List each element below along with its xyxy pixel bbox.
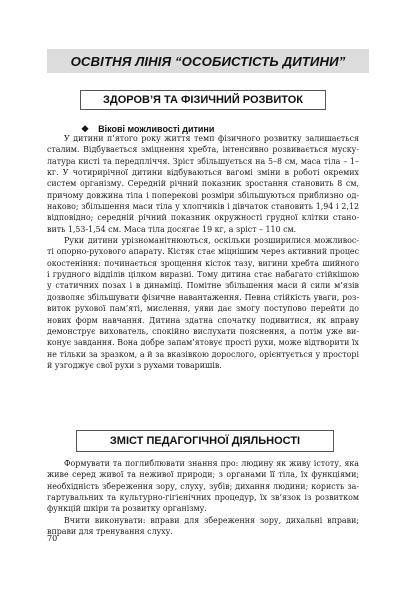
text-line: відповідно; середній річний показник окружності грудної клітки стано- xyxy=(47,213,359,223)
text-line: живе серед живої та неживої природи; з органами її тіла, їх функціями; xyxy=(47,470,359,480)
text-line: функцій шкіри та розвитку організму. xyxy=(47,504,207,514)
text-line: латура кисті та передпліччя. Зріст збільшується на 5–8 см, маса тіла – 1– xyxy=(47,156,359,166)
section-heading: ЗМІСТ ПЕДАГОГІЧНОЇ ДІЯЛЬНОСТІ xyxy=(109,435,301,447)
text-line: необхідність збереження зору, слуху, зубів; дихання людини; користь за- xyxy=(47,481,359,491)
subheading-label: Вікові можливості дитини xyxy=(98,124,215,134)
text-line: вправи для тренування слуху. xyxy=(47,527,173,537)
text-line: окостеніння: починається зрощення кісток тазу, вигини хребта шийного xyxy=(47,258,359,268)
section1-text xyxy=(47,133,359,371)
text-line: дозволяє збільшувати фізичне навантаження. Певна стійкість уваги, роз- xyxy=(47,292,359,302)
text-line: у статичних позах і в динаміці. Помітне збільшення маси й сили м’язів xyxy=(47,281,359,291)
text-line: сталим. Відбувається зміцнення хребта, інтенсивно розвивається муску- xyxy=(47,145,359,155)
text-line: кг. У чотирирічної дитини відбуваються вагомі зміни в роботі окремих xyxy=(47,168,359,178)
text-line: не тільки за зразком, а й за вказівкою дорослого, орієнтується у просторі xyxy=(47,349,359,359)
text-line: і грудного відділів цілком виразні. Тому дитина стає набагато стійкішою xyxy=(47,270,359,280)
section-heading-box xyxy=(76,430,334,452)
text-line: наково; збільшення маси тіла у хлопчиків і дівчаток становить 1,94 і 2,12 xyxy=(47,202,359,212)
page-number: 70 xyxy=(47,534,58,543)
text-line: систем організму. Середній річний показник зростання становить 8 см, xyxy=(47,179,359,189)
text-line: гартувальних та культурно-гігієнічних процедур, їх зв’язок із розвитком xyxy=(47,493,359,503)
text-line: Руки дитини урізноманітнюються, оскільки розширилися можливос- xyxy=(64,236,359,246)
text-line: Формувати та поглиблювати знання про: людину як живу істоту, яка xyxy=(64,459,359,468)
diamond-bullet-icon: ❖ xyxy=(81,123,90,134)
section-heading: ЗДОРОВ’Я ТА ФІЗИЧНИЙ РОЗВИТОК xyxy=(102,94,303,106)
text-line: Вчити виконувати: вправи для збереження зору, дихальні вправи; xyxy=(64,515,359,525)
page-title: ОСВІТНЯ ЛІНІЯ “ОСОБИСТІСТЬ ДИТИНИ” xyxy=(70,53,346,69)
text-line: демонструє вихователь, спокійно вислухати пояснення, а потім уже ви- xyxy=(47,326,359,336)
title-banner xyxy=(47,49,369,73)
text-line: вить 1,53-1,54 см. Маса тіла досягає 19 кг, а зріст – 110 см. xyxy=(47,224,297,234)
text-line: нових форм навчання. Дитина здатна спочатку подивитися, як вправу xyxy=(47,315,359,325)
text-line: конує завдання. Вона добре запам’ятовує прості рухи, може відтворити їх xyxy=(47,338,359,348)
text-line: ті опорно-рухового апарату. Кістяк стає міцнішим через активний процес xyxy=(47,247,359,257)
text-line: У дитини п’ятого року життя темп фізичного розвитку залишається xyxy=(64,134,359,143)
text-line: й узгоджує свої рухи з рухами товаришів. xyxy=(47,360,222,370)
text-line: виток рухової пам’яті, мислення, уяви дає змогу поступово перейти до xyxy=(47,304,359,314)
section-heading-box xyxy=(80,90,326,110)
text-line: причому довжина тіла і поперекові розміри збільшуються приблизно од- xyxy=(47,190,359,200)
section2-text xyxy=(47,458,359,537)
